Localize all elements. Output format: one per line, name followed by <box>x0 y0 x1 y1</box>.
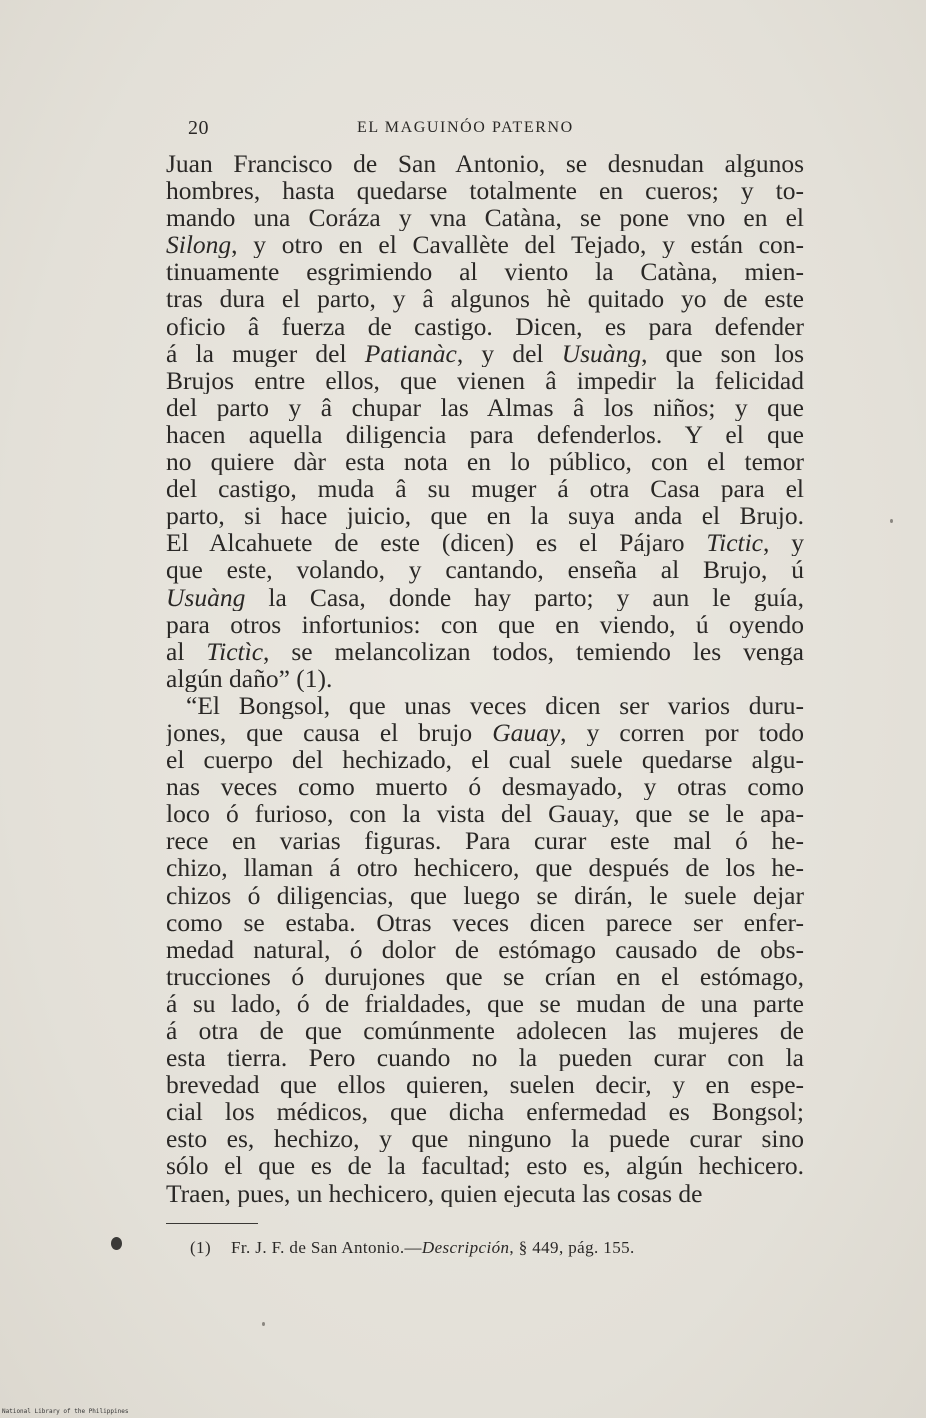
text-line <box>166 177 804 204</box>
text-line <box>166 854 804 881</box>
text-line <box>166 800 804 827</box>
text-segment: Juan Francisco de San Antonio, se desnudan algunos <box>166 150 804 178</box>
footnote-title: Descripción <box>421 1238 510 1257</box>
text-segment: á otra de que comúnmente adolecen las mujeres de <box>166 1017 804 1045</box>
text-line <box>166 882 804 909</box>
text-line <box>166 421 804 448</box>
text-segment: El Alcahuete de este (dicen) es el Pájaro <box>166 529 707 557</box>
text-segment: á la muger del <box>166 339 365 367</box>
footnote-author: Fr. J. F. de San Antonio.— <box>231 1238 422 1257</box>
text-segment: que este, volando, y cantando, enseña al Brujo, ú <box>166 556 804 584</box>
text-line <box>166 367 804 394</box>
text-segment: tinuamente esgrimiendo al viento la Catàna, mien- <box>166 258 804 286</box>
library-stamp: National Library of the Philippines <box>2 1408 129 1415</box>
text-line <box>166 1098 804 1125</box>
text-line <box>166 475 804 502</box>
footnote-citation: , § 449, pág. 155. <box>509 1238 635 1257</box>
body-text <box>166 150 804 1207</box>
ink-speck <box>262 1322 265 1326</box>
text-segment: mando una Coráza y vna Catàna, se pone vno en el <box>166 204 804 232</box>
text-line <box>166 556 804 583</box>
text-segment: nas veces como muerto ó desmayado, y otras como <box>166 773 804 801</box>
text-segment: loco ó furioso, con la vista del Gauay, que se le apa- <box>166 800 804 828</box>
text-segment: Traen, pues, un hechicero, quien ejecuta las cosas de <box>166 1179 703 1207</box>
footnote-mark: (1) <box>190 1238 212 1257</box>
text-line <box>166 1017 804 1044</box>
text-line <box>166 665 804 692</box>
text-segment: hacen aquella diligencia para defenderlos. Y el que <box>166 420 804 449</box>
text-line <box>166 773 804 800</box>
text-line <box>166 611 804 638</box>
ink-blot <box>111 1237 122 1250</box>
text-line <box>166 1044 804 1071</box>
text-segment: sólo el que es de la facultad; esto es, algún hechicero. <box>166 1152 804 1180</box>
text-segment: “El Bongsol, que unas veces dicen ser varios duru- <box>186 691 804 719</box>
text-line <box>166 936 804 963</box>
text-segment: á su lado, ó de frialdades, que se mudan de una parte <box>166 989 804 1017</box>
text-segment: brevedad que ellos quieren, suelen decir, y en espe- <box>166 1071 804 1099</box>
italic-term: Tictic <box>706 529 763 557</box>
italic-term: Usuàng <box>561 339 642 367</box>
text-segment: cial los médicos, que dicha enfermedad es Bongsol; <box>166 1098 804 1126</box>
italic-term: Usuàng <box>166 583 246 611</box>
italic-term: Tictìc <box>206 637 264 665</box>
text-segment: , y otro en el Cavallète del Tejado, y están con- <box>231 231 804 259</box>
text-segment: la Casa, donde hay parto; y aun le guía, <box>245 583 804 611</box>
text-segment: esta tierra. Pero cuando no la pueden curar con la <box>166 1044 804 1072</box>
text-line <box>166 719 804 746</box>
footnote <box>190 1238 635 1258</box>
text-segment: medad natural, ó dolor de estómago causado de obs- <box>166 935 804 963</box>
text-segment: , y corren por todo <box>560 718 804 747</box>
text-segment: trucciones ó durujones que se crían en el estómago, <box>166 962 804 990</box>
text-line <box>166 638 804 665</box>
text-segment: , que son los <box>641 339 804 367</box>
text-segment: como se estaba. Otras veces dicen parece ser enfer- <box>166 908 804 936</box>
text-line <box>166 692 804 719</box>
text-segment: , y del <box>456 339 562 367</box>
text-line <box>166 584 804 611</box>
text-line <box>166 448 804 475</box>
text-line <box>166 746 804 773</box>
text-segment: no quiere dàr esta nota en lo público, con el temor <box>166 448 804 476</box>
text-line <box>166 502 804 529</box>
text-line <box>166 340 804 367</box>
text-segment: para otros infortunios: con que en viendo, ú oyendo <box>166 610 804 638</box>
text-segment: el cuerpo del hechizado, el cual suele quedarse algu- <box>166 746 804 774</box>
text-segment: chizo, llaman á otro hechicero, que después de los he- <box>166 854 804 882</box>
text-line <box>166 909 804 936</box>
text-segment: del parto y â chupar las Almas â los niños; y que <box>166 393 804 421</box>
italic-term: Gauay <box>492 718 561 747</box>
text-segment: Brujos entre ellos, que vienen â impedir la felicidad <box>166 366 804 394</box>
text-segment: del castigo, muda â su muger á otra Casa para el <box>166 475 804 503</box>
text-segment: rece en varias figuras. Para curar este mal ó he- <box>166 827 804 855</box>
text-line <box>166 529 804 556</box>
italic-term: Patianàc <box>364 339 457 367</box>
italic-term: Silong <box>166 231 232 259</box>
text-segment: jones, que causa el brujo <box>166 718 493 747</box>
running-title: EL MAGUINÓO PATERNO <box>357 119 574 136</box>
text-segment: hombres, hasta quedarse totalmente en cueros; y to- <box>166 177 804 205</box>
running-head <box>166 117 804 141</box>
text-line <box>166 285 804 312</box>
ink-speck <box>890 519 893 523</box>
text-line <box>166 204 804 231</box>
text-line <box>166 990 804 1017</box>
text-line <box>166 258 804 285</box>
page-number: 20 <box>188 117 209 139</box>
text-line <box>166 394 804 421</box>
text-segment: parto, si hace juicio, que en la suya anda el Brujo. <box>166 502 804 530</box>
text-segment: , y <box>763 529 804 557</box>
text-line <box>166 1180 804 1207</box>
text-segment: oficio â fuerza de castigo. Dicen, es para defender <box>166 312 804 340</box>
footnote-rule <box>166 1223 258 1224</box>
text-line <box>166 963 804 990</box>
text-segment: tras dura el parto, y â algunos hè quitado yo de este <box>166 285 804 313</box>
text-line <box>166 313 804 340</box>
text-line <box>166 827 804 854</box>
text-segment: , se melancolizan todos, temiendo les venga <box>263 637 804 665</box>
text-line <box>166 150 804 177</box>
text-line <box>166 1152 804 1179</box>
text-line <box>166 1125 804 1152</box>
text-segment: al <box>166 637 207 665</box>
text-segment: esto es, hechizo, y que ninguno la puede curar sino <box>166 1125 804 1153</box>
text-segment: chizos ó diligencias, que luego se dirán, le suele dejar <box>166 881 804 909</box>
text-segment: algún daño” (1). <box>166 664 333 692</box>
text-line <box>166 1071 804 1098</box>
text-line <box>166 231 804 258</box>
